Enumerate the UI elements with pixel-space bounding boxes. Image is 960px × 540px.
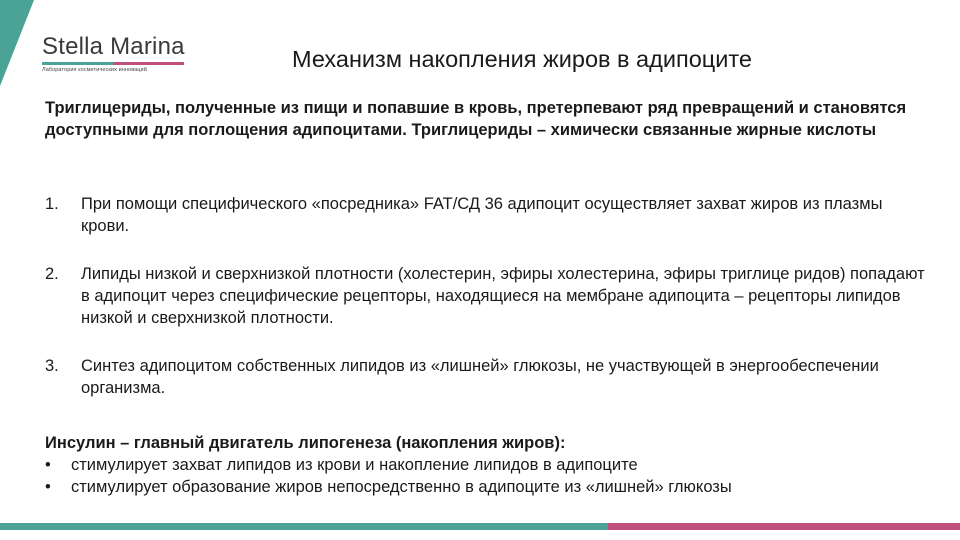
list-item-text: При помощи специфического «посредника» FAT/СД 36 адипоцит осуществляет захват жиров из плазмы крови.	[81, 195, 883, 235]
list-item	[45, 355, 925, 399]
logo-underline	[42, 62, 184, 65]
footer-bar	[0, 523, 960, 530]
corner-decoration	[0, 0, 34, 86]
bullet-icon: •	[45, 478, 51, 496]
footer-bar-pink	[608, 523, 960, 530]
bullet-item	[45, 454, 925, 476]
list-item-number: 3.	[45, 357, 59, 375]
bullet-item	[45, 476, 925, 498]
brand-logo	[42, 34, 192, 73]
list-item-number: 1.	[45, 195, 59, 213]
bullet-text: стимулирует образование жиров непосредственно в адипоците из «лишней» глюкозы	[71, 478, 732, 496]
bullet-text: стимулирует захват липидов из крови и накопление липидов в адипоците	[71, 456, 638, 474]
list-item-text: Синтез адипоцитом собственных липидов из «лишней» глюкозы, не участвующей в энергообеспечении организма.	[81, 357, 879, 397]
intro-paragraph: Триглицериды, полученные из пищи и попавшие в кровь, претерпевают ряд превращений и становятся доступными для поглощения адипоцитами. Триглицериды – химически связанные жирные кислоты	[45, 99, 907, 139]
slide-title: Механизм накопления жиров в адипоците	[292, 46, 752, 72]
list-item-text: Липиды низкой и сверхнизкой плотности (холестерин, эфиры холестерина, эфиры триглице ридов) попадают в адипоцит через специфические рецепторы, находящиеся на мембране адипоцита – рецепторы липидов низкой и сверхнизкой плотности.	[81, 265, 925, 327]
logo-name: Stella Marina	[42, 33, 185, 60]
insulin-heading: Инсулин – главный двигатель липогенеза (накопления жиров):	[45, 434, 566, 452]
insulin-section	[45, 432, 925, 498]
logo-underline-pink	[113, 62, 184, 65]
logo-underline-teal	[42, 62, 113, 65]
mechanism-list	[45, 193, 925, 399]
bullet-icon: •	[45, 456, 51, 474]
footer-bar-teal	[0, 523, 608, 530]
logo-tagline: Лаборатория косметических инноваций	[42, 67, 147, 73]
list-item-number: 2.	[45, 265, 59, 283]
list-item	[45, 263, 925, 329]
list-item	[45, 193, 925, 237]
